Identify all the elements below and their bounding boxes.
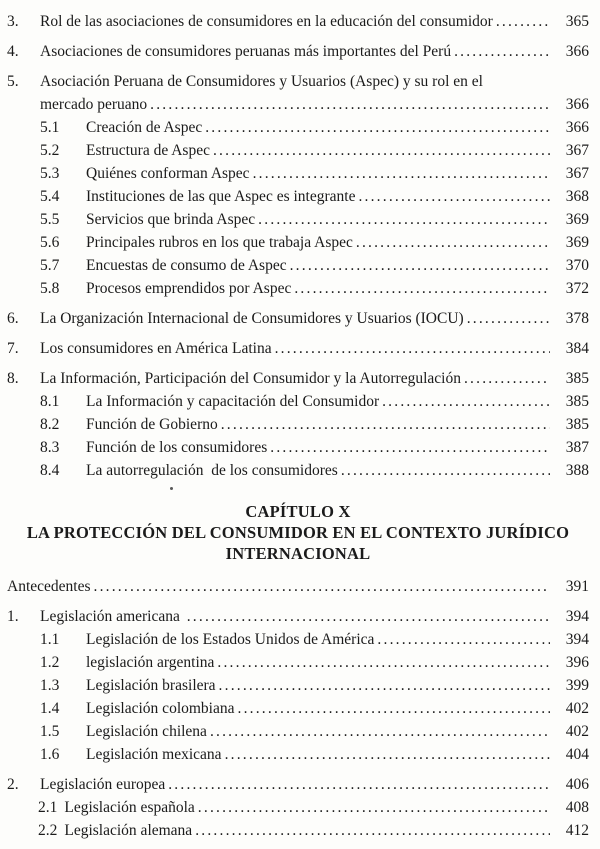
dot-leader bbox=[275, 338, 550, 359]
entry-title: mercado peruano bbox=[40, 96, 148, 113]
entry-page-number: 366 bbox=[565, 96, 589, 113]
entry-number: 5.6 bbox=[40, 234, 60, 251]
entry-number: 5.5 bbox=[40, 211, 60, 228]
entry-title: Antecedentes bbox=[7, 578, 91, 595]
toc-entry bbox=[40, 391, 589, 412]
entry-title: Asociaciones de consumidores peruanas más importantes del Perú bbox=[40, 43, 452, 60]
toc-entry bbox=[40, 414, 589, 435]
dot-leader bbox=[464, 368, 550, 389]
toc-entry bbox=[40, 163, 589, 184]
dot-leader bbox=[221, 414, 550, 435]
chapter-title-line2: INTERNACIONAL bbox=[225, 544, 371, 563]
entry-title: Legislación de los Estados Unidos de América bbox=[86, 631, 375, 648]
entry-page-number: 366 bbox=[565, 119, 589, 136]
toc-entry bbox=[40, 744, 589, 765]
entry-title: La Información, Participación del Consumidor y la Autorregulación bbox=[40, 370, 461, 387]
entry-page-number: 412 bbox=[565, 822, 589, 839]
entry-page-number: 385 bbox=[565, 416, 589, 433]
dot-leader bbox=[225, 744, 550, 765]
entry-title: Legislación brasilera bbox=[86, 677, 216, 694]
dot-leader bbox=[258, 209, 550, 230]
toc-entry bbox=[7, 71, 589, 92]
toc-entry bbox=[38, 797, 589, 818]
entry-page-number: 370 bbox=[565, 257, 589, 274]
entry-page-number: 368 bbox=[565, 188, 589, 205]
entry-title: Estructura de Aspec bbox=[86, 142, 210, 159]
toc-entry bbox=[40, 209, 589, 230]
entry-page-number: 396 bbox=[565, 654, 589, 671]
toc-lower-section bbox=[7, 576, 589, 841]
entry-number: 1.3 bbox=[40, 677, 60, 694]
toc-entry bbox=[7, 41, 589, 62]
entry-title: Quiénes conforman Aspec bbox=[86, 165, 250, 182]
dot-leader bbox=[219, 675, 550, 696]
entry-number: 1. bbox=[7, 608, 19, 625]
toc-entry bbox=[7, 774, 589, 795]
dot-leader bbox=[187, 606, 550, 627]
entry-number: 2.2 bbox=[38, 822, 58, 839]
entry-title: Legislación alemana bbox=[64, 822, 193, 839]
dot-leader bbox=[467, 308, 550, 329]
entry-page-number: 408 bbox=[565, 799, 589, 816]
dot-leader bbox=[198, 797, 550, 818]
entry-number: 8.3 bbox=[40, 439, 60, 456]
dot-leader bbox=[496, 11, 550, 32]
entry-page-number: 391 bbox=[565, 578, 589, 595]
entry-number: 3. bbox=[7, 13, 19, 30]
entry-title: Principales rubros en los que trabaja Aspec bbox=[86, 234, 353, 251]
entry-page-number: 399 bbox=[565, 677, 589, 694]
entry-number: 4. bbox=[7, 43, 19, 60]
toc-entry bbox=[7, 338, 589, 359]
dot-leader bbox=[217, 652, 550, 673]
entry-page-number: 394 bbox=[565, 631, 589, 648]
entry-title: Función de Gobierno bbox=[86, 416, 218, 433]
entry-number: 5.4 bbox=[40, 188, 60, 205]
toc-entry bbox=[40, 186, 589, 207]
entry-title: La autorregulación de los consumidores bbox=[86, 462, 338, 479]
entry-page-number: 388 bbox=[565, 462, 589, 479]
toc-upper-section bbox=[7, 11, 589, 481]
dot-leader bbox=[253, 163, 550, 184]
entry-number: 5. bbox=[7, 73, 19, 90]
toc-entry bbox=[7, 94, 589, 115]
toc-entry bbox=[40, 255, 589, 276]
entry-number: 1.1 bbox=[40, 631, 60, 648]
dot-leader bbox=[205, 117, 550, 138]
entry-page-number: 367 bbox=[565, 142, 589, 159]
dot-leader bbox=[238, 698, 551, 719]
toc-entry bbox=[40, 460, 589, 481]
dot-leader bbox=[270, 437, 550, 458]
toc-entry bbox=[40, 698, 589, 719]
dot-leader bbox=[356, 232, 550, 253]
entry-page-number: 372 bbox=[565, 280, 589, 297]
entry-number: 6. bbox=[7, 310, 19, 327]
toc-entry bbox=[7, 368, 589, 389]
entry-title: Procesos emprendidos por Aspec bbox=[86, 280, 292, 297]
toc-entry bbox=[40, 437, 589, 458]
entry-title: Legislación colombiana bbox=[86, 700, 235, 717]
dot-leader bbox=[213, 140, 550, 161]
entry-title: Creación de Aspec bbox=[86, 119, 203, 136]
chapter-title-line: LA PROTECCIÓN DEL CONSUMIDOR EN EL CONTEXTO JURÍDICO bbox=[26, 523, 570, 542]
entry-number: 5.1 bbox=[40, 119, 60, 136]
dot-leader bbox=[94, 576, 551, 597]
entry-number: 1.5 bbox=[40, 723, 60, 740]
entry-page-number: 394 bbox=[565, 608, 589, 625]
entry-title: Instituciones de las que Aspec es integrante bbox=[86, 188, 356, 205]
dot-leader bbox=[341, 460, 550, 481]
dot-leader bbox=[195, 820, 550, 841]
toc-entry bbox=[40, 140, 589, 161]
entry-title: Rol de las asociaciones de consumidores en la educación del consumidor bbox=[40, 13, 493, 30]
entry-page-number: 367 bbox=[565, 165, 589, 182]
entry-page-number: 385 bbox=[565, 370, 589, 387]
entry-number: 8.1 bbox=[40, 393, 60, 410]
entry-page-number: 369 bbox=[565, 211, 589, 228]
entry-number: 8.2 bbox=[40, 416, 60, 433]
toc-entry bbox=[7, 308, 589, 329]
entry-page-number: 366 bbox=[565, 43, 589, 60]
dot-leader bbox=[210, 721, 550, 742]
entry-page-number: 378 bbox=[565, 310, 589, 327]
entry-number: 2. bbox=[7, 776, 19, 793]
entry-page-number: 369 bbox=[565, 234, 589, 251]
entry-page-number: 404 bbox=[565, 746, 589, 763]
entry-title: legislación argentina bbox=[86, 654, 215, 671]
entry-number: 8.4 bbox=[40, 462, 60, 479]
toc-entry bbox=[7, 606, 589, 627]
entry-title: Legislación americana bbox=[40, 608, 184, 625]
dot-leader bbox=[168, 774, 550, 795]
entry-page-number: 384 bbox=[565, 340, 589, 357]
toc-entry bbox=[40, 721, 589, 742]
toc-entry bbox=[38, 820, 589, 841]
entry-title: La Información y capacitación del Consumidor bbox=[86, 393, 380, 410]
toc-entry bbox=[40, 629, 589, 650]
toc-entry bbox=[7, 11, 589, 32]
toc-entry bbox=[40, 652, 589, 673]
entry-page-number: 406 bbox=[565, 776, 589, 793]
entry-title: Legislación española bbox=[64, 799, 195, 816]
toc-entry bbox=[40, 675, 589, 696]
entry-number: 1.4 bbox=[40, 700, 60, 717]
entry-title: Servicios que brinda Aspec bbox=[86, 211, 256, 228]
entry-number: 1.6 bbox=[40, 746, 60, 763]
dot-leader bbox=[294, 278, 550, 299]
entry-number: 1.2 bbox=[40, 654, 60, 671]
entry-number: 8. bbox=[7, 370, 19, 387]
entry-title: Legislación mexicana bbox=[86, 746, 222, 763]
toc-entry bbox=[40, 232, 589, 253]
toc-entry bbox=[40, 278, 589, 299]
entry-title: Los consumidores en América Latina bbox=[40, 340, 272, 357]
entry-number: 2.1 bbox=[38, 799, 58, 816]
entry-page-number: 402 bbox=[565, 700, 589, 717]
entry-title: Legislación chilena bbox=[86, 723, 207, 740]
scan-artifact-dot bbox=[170, 487, 173, 490]
dot-leader bbox=[290, 255, 550, 276]
dot-leader bbox=[377, 629, 550, 650]
entry-number: 5.2 bbox=[40, 142, 60, 159]
entry-title: Legislación europea bbox=[40, 776, 166, 793]
entry-title: Función de los consumidores bbox=[86, 439, 268, 456]
dot-leader bbox=[382, 391, 550, 412]
entry-page-number: 385 bbox=[565, 393, 589, 410]
entry-number: 5.8 bbox=[40, 280, 60, 297]
entry-number: 5.7 bbox=[40, 257, 60, 274]
toc-entry bbox=[7, 576, 589, 597]
entry-page-number: 402 bbox=[565, 723, 589, 740]
dot-leader bbox=[454, 41, 550, 62]
entry-number: 7. bbox=[7, 340, 19, 357]
dot-leader bbox=[150, 94, 550, 115]
entry-title: Asociación Peruana de Consumidores y Usuarios (Aspec) y su rol en el bbox=[40, 73, 483, 90]
chapter-number-line: CAPÍTULO X bbox=[245, 502, 351, 521]
entry-title: La Organización Internacional de Consumidores y Usuarios (IOCU) bbox=[40, 310, 464, 327]
entry-title: Encuestas de consumo de Aspec bbox=[86, 257, 287, 274]
entry-page-number: 387 bbox=[565, 439, 589, 456]
toc-entry bbox=[40, 117, 589, 138]
entry-number: 5.3 bbox=[40, 165, 60, 182]
chapter-heading bbox=[7, 501, 589, 564]
entry-page-number: 365 bbox=[565, 13, 589, 30]
dot-leader bbox=[358, 186, 550, 207]
